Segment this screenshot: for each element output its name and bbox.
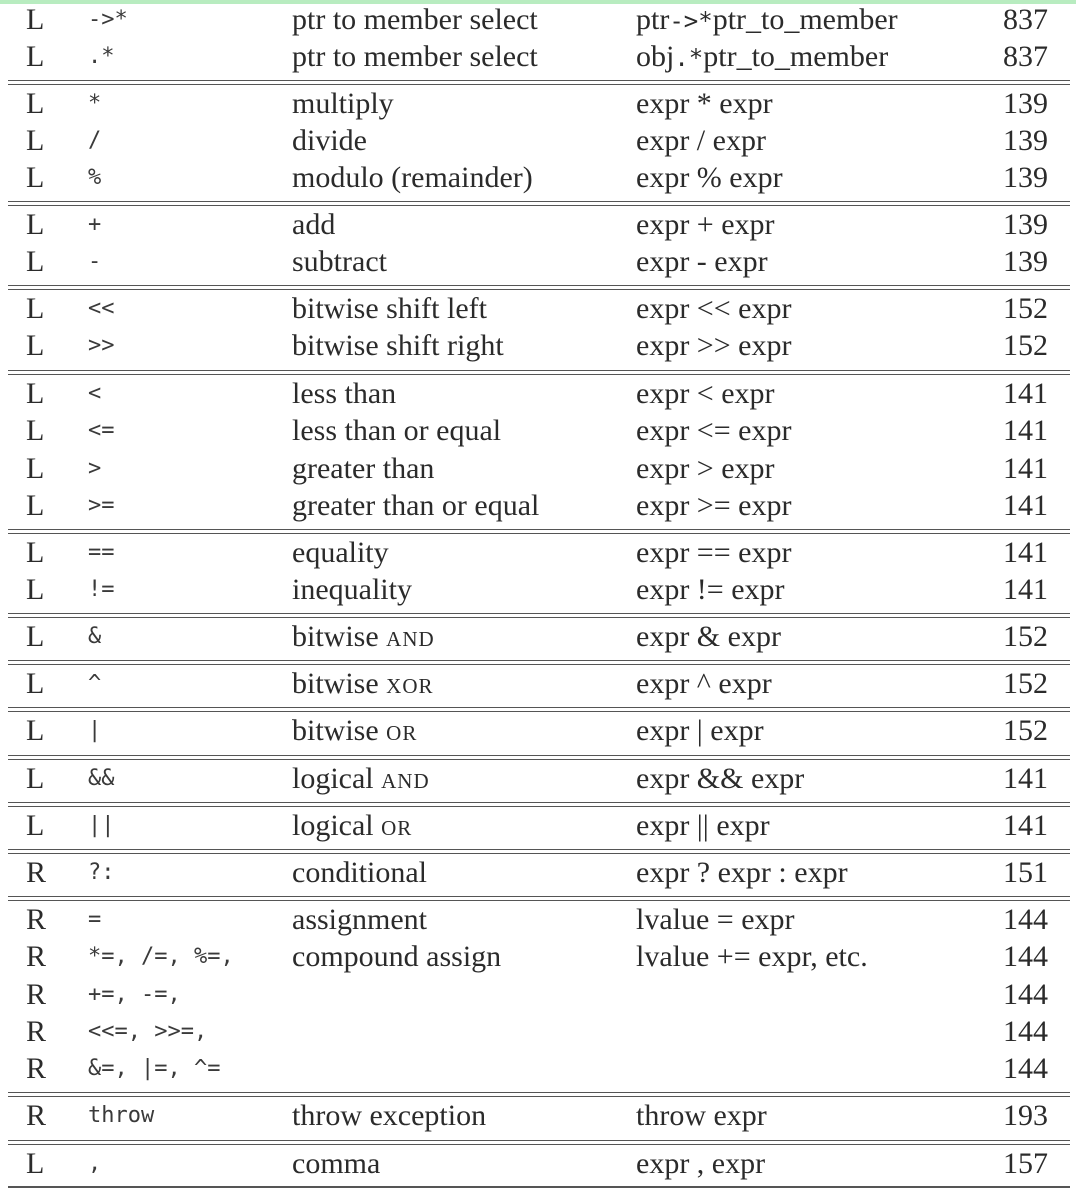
operator-cell: ->* [88, 7, 128, 32]
table-row [0, 290, 1076, 327]
associativity-cell: L [26, 161, 45, 194]
operator-cell: == [88, 540, 115, 565]
group-separator [8, 896, 1070, 901]
table-row [0, 1013, 1076, 1050]
operator-cell: ^ [88, 671, 102, 696]
function-cell: bitwise or [292, 714, 418, 747]
group-separator [8, 755, 1070, 760]
group-separator [8, 849, 1070, 854]
use-cell: expr > expr [636, 452, 775, 485]
page-number-cell: 837 [1003, 40, 1048, 73]
use-cell: expr % expr [636, 161, 783, 194]
function-cell: logical or [292, 809, 413, 842]
associativity-cell: R [26, 856, 47, 889]
function-cell: throw exception [292, 1099, 487, 1132]
operator-cell: >= [88, 493, 115, 518]
table-row [0, 760, 1076, 797]
page-number-cell: 141 [1003, 762, 1048, 795]
operator-cell: &=, |=, ^= [88, 1056, 221, 1081]
associativity-cell: L [26, 809, 45, 842]
use-cell: expr <= expr [636, 414, 792, 447]
associativity-cell: L [26, 124, 45, 157]
group-separator [8, 201, 1070, 206]
associativity-cell: L [26, 3, 45, 36]
operator-cell: <<=, >>=, [88, 1019, 208, 1044]
function-cell: multiply [292, 87, 394, 120]
page-number-cell: 144 [1003, 978, 1048, 1011]
page-number-cell: 139 [1003, 208, 1048, 241]
function-cell: ptr to member select [292, 3, 538, 36]
table-row [0, 85, 1076, 122]
associativity-cell: L [26, 714, 45, 747]
function-cell: conditional [292, 856, 427, 889]
small-caps-keyword: xor [386, 667, 434, 700]
use-cell: ptr->*ptr_to_member [636, 3, 898, 36]
operator-cell: || [88, 813, 115, 838]
operator-cell: = [88, 907, 102, 932]
page-number-cell: 151 [1003, 856, 1048, 889]
operator-cell: << [88, 296, 115, 321]
table-row [0, 665, 1076, 702]
associativity-cell: L [26, 1147, 45, 1180]
table-row [0, 807, 1076, 844]
associativity-cell: L [26, 667, 45, 700]
table-row [0, 1145, 1076, 1182]
associativity-cell: L [26, 40, 45, 73]
table-row [0, 854, 1076, 891]
page-number-cell: 141 [1003, 489, 1048, 522]
page-number-cell: 152 [1003, 620, 1048, 653]
use-cell: expr * expr [636, 87, 773, 120]
operator-token: .* [674, 44, 704, 72]
use-cell: expr || expr [636, 809, 770, 842]
operator-cell: - [88, 249, 102, 274]
table-row [0, 206, 1076, 243]
use-cell: lvalue = expr [636, 903, 795, 936]
associativity-cell: L [26, 208, 45, 241]
page-number-cell: 157 [1003, 1147, 1048, 1180]
page-number-cell: 141 [1003, 573, 1048, 606]
operator-cell: +=, -=, [88, 982, 181, 1007]
use-cell: expr | expr [636, 714, 764, 747]
table-row [0, 1050, 1076, 1087]
function-cell: bitwise shift right [292, 329, 504, 362]
function-cell: compound assign [292, 940, 502, 973]
operator-cell: , [88, 1151, 102, 1176]
function-cell: less than or equal [292, 414, 502, 447]
use-cell: lvalue += expr, etc. [636, 940, 868, 973]
table-row [0, 159, 1076, 196]
associativity-cell: L [26, 536, 45, 569]
page-number-cell: 144 [1003, 1015, 1048, 1048]
page-number-cell: 152 [1003, 292, 1048, 325]
page-number-cell: 152 [1003, 714, 1048, 747]
page-number-cell: 193 [1003, 1099, 1048, 1132]
operator-cell: & [88, 624, 102, 649]
bottom-rule [8, 1186, 1070, 1188]
operator-cell: % [88, 165, 102, 190]
page-number-cell: 144 [1003, 1052, 1048, 1085]
function-cell: ptr to member select [292, 40, 538, 73]
function-cell: bitwise xor [292, 667, 434, 700]
small-caps-keyword: or [381, 809, 413, 842]
associativity-cell: L [26, 87, 45, 120]
function-cell: bitwise and [292, 620, 435, 653]
operator-cell: / [88, 128, 102, 153]
operator-token: ->* [669, 7, 713, 35]
function-cell: modulo (remainder) [292, 161, 533, 194]
use-cell: expr , expr [636, 1147, 766, 1180]
operator-cell: * [88, 91, 102, 116]
use-cell: expr & expr [636, 620, 781, 653]
group-separator [8, 529, 1070, 534]
use-cell: expr == expr [636, 536, 792, 569]
operator-cell: > [88, 456, 102, 481]
operator-cell: *=, /=, %=, [88, 944, 234, 969]
table-row [0, 243, 1076, 280]
operator-cell: throw [88, 1103, 155, 1128]
table-row [0, 901, 1076, 938]
table-row [0, 122, 1076, 159]
function-cell: divide [292, 124, 367, 157]
associativity-cell: L [26, 573, 45, 606]
use-cell: expr ^ expr [636, 667, 772, 700]
page-number-cell: 139 [1003, 87, 1048, 120]
associativity-cell: R [26, 978, 47, 1011]
page-number-cell: 141 [1003, 414, 1048, 447]
table-row [0, 38, 1076, 75]
function-cell: equality [292, 536, 389, 569]
use-cell: expr << expr [636, 292, 792, 325]
table-row [0, 712, 1076, 749]
small-caps-keyword: and [381, 762, 430, 795]
page-number-cell: 144 [1003, 903, 1048, 936]
page-number-cell: 144 [1003, 940, 1048, 973]
use-cell: expr - expr [636, 245, 768, 278]
use-cell: obj.*ptr_to_member [636, 40, 889, 73]
table-row [0, 375, 1076, 412]
group-separator [8, 80, 1070, 85]
associativity-cell: R [26, 1052, 47, 1085]
associativity-cell: R [26, 1099, 47, 1132]
page-number-cell: 141 [1003, 809, 1048, 842]
associativity-cell: R [26, 1015, 47, 1048]
page-number-cell: 139 [1003, 124, 1048, 157]
table-row [0, 938, 1076, 975]
operator-cell: != [88, 577, 115, 602]
associativity-cell: L [26, 414, 45, 447]
function-cell: bitwise shift left [292, 292, 487, 325]
operator-cell: && [88, 766, 115, 791]
operator-cell: < [88, 381, 102, 406]
use-cell: expr >= expr [636, 489, 792, 522]
table-row [0, 534, 1076, 571]
associativity-cell: L [26, 245, 45, 278]
operator-cell: >> [88, 333, 115, 358]
function-cell: greater than [292, 452, 435, 485]
function-cell: less than [292, 377, 397, 410]
use-cell: expr >> expr [636, 329, 792, 362]
operator-cell: ?: [88, 860, 115, 885]
table-row [0, 1, 1076, 38]
table-row [0, 412, 1076, 449]
associativity-cell: L [26, 620, 45, 653]
operator-cell: + [88, 212, 102, 237]
function-cell: logical and [292, 762, 430, 795]
table-row [0, 976, 1076, 1013]
operator-cell: <= [88, 418, 115, 443]
page-number-cell: 139 [1003, 161, 1048, 194]
group-separator [8, 370, 1070, 375]
operator-cell: .* [88, 44, 115, 69]
associativity-cell: R [26, 940, 47, 973]
associativity-cell: L [26, 489, 45, 522]
table-row [0, 618, 1076, 655]
table-row [0, 1097, 1076, 1134]
group-separator [8, 1140, 1070, 1145]
table-row [0, 487, 1076, 524]
small-caps-keyword: or [386, 714, 418, 747]
table-row [0, 327, 1076, 364]
group-separator [8, 613, 1070, 618]
table-row [0, 571, 1076, 608]
page-number-cell: 139 [1003, 245, 1048, 278]
group-separator [8, 660, 1070, 665]
function-cell: inequality [292, 573, 412, 606]
use-cell: expr / expr [636, 124, 766, 157]
use-cell: expr ? expr : expr [636, 856, 848, 889]
small-caps-keyword: and [386, 620, 435, 653]
function-cell: assignment [292, 903, 427, 936]
page-number-cell: 837 [1003, 3, 1048, 36]
use-cell: expr != expr [636, 573, 785, 606]
associativity-cell: L [26, 377, 45, 410]
associativity-cell: L [26, 452, 45, 485]
associativity-cell: R [26, 903, 47, 936]
group-separator [8, 1092, 1070, 1097]
page-number-cell: 152 [1003, 329, 1048, 362]
page-number-cell: 152 [1003, 667, 1048, 700]
page-number-cell: 141 [1003, 452, 1048, 485]
page-number-cell: 141 [1003, 377, 1048, 410]
group-separator [8, 802, 1070, 807]
use-cell: throw expr [636, 1099, 767, 1132]
use-cell: expr + expr [636, 208, 775, 241]
operator-cell: | [88, 718, 102, 743]
associativity-cell: L [26, 292, 45, 325]
use-cell: expr < expr [636, 377, 775, 410]
group-separator [8, 285, 1070, 290]
page-number-cell: 141 [1003, 536, 1048, 569]
function-cell: add [292, 208, 336, 241]
function-cell: greater than or equal [292, 489, 540, 522]
use-cell: expr && expr [636, 762, 805, 795]
function-cell: subtract [292, 245, 387, 278]
associativity-cell: L [26, 762, 45, 795]
table-row [0, 450, 1076, 487]
associativity-cell: L [26, 329, 45, 362]
function-cell: comma [292, 1147, 381, 1180]
group-separator [8, 707, 1070, 712]
